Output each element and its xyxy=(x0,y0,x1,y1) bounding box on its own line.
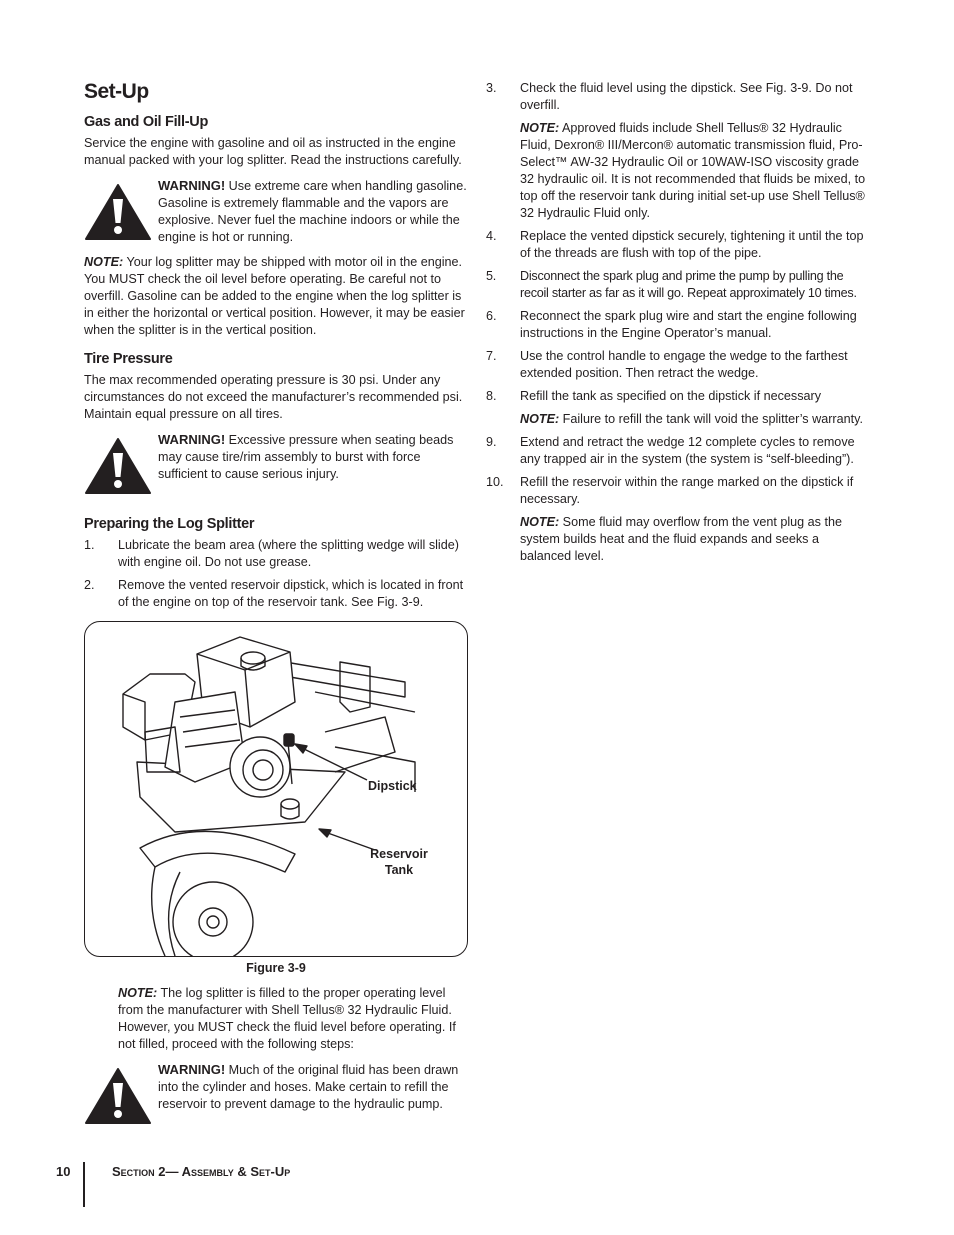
page-footer xyxy=(56,1160,456,1208)
step-text: Lubricate the beam area (where the splitting wedge will slide) with engine oil. Do not use grease. xyxy=(118,538,459,569)
fluid-note xyxy=(84,985,468,1053)
list-item xyxy=(486,80,872,114)
step-number: 1. xyxy=(84,538,95,552)
dipstick-label: Dipstick xyxy=(368,779,417,793)
reservoir-tank-label xyxy=(368,846,430,878)
step-text: Replace the vented dipstick securely, tightening it until the top of the threads are flush with top of the pipe. xyxy=(520,229,864,260)
oil-note xyxy=(84,254,468,339)
prep-steps xyxy=(84,537,468,611)
step-text: Extend and retract the wedge 12 complete cycles to remove any trapped air in the system (the system is “self-bleeding”). xyxy=(520,435,855,466)
warning-text xyxy=(158,431,468,500)
warning-text xyxy=(158,1061,468,1130)
step-note xyxy=(486,120,872,222)
step-text: Use the control handle to engage the wedge to the farthest extended position. Then retract the wedge. xyxy=(520,349,848,380)
warning-body: Use extreme care when handling gasoline. Gasoline is extremely flammable and the vapors are explosive. Never fuel the machine indoors or while the engine is hot or running. xyxy=(158,179,467,244)
list-item xyxy=(486,474,872,508)
page-number: 10 xyxy=(56,1164,71,1179)
warning-triangle-icon xyxy=(84,177,154,246)
list-item xyxy=(84,577,468,611)
gas-oil-body: Service the engine with gasoline and oil as instructed in the engine manual packed with your log splitter. Read the instructions carefully. xyxy=(84,136,462,167)
figure-3-9 xyxy=(84,621,468,957)
step-text: Remove the vented reservoir dipstick, which is located in front of the engine on top of the reservoir tank. See Fig. 3-9. xyxy=(118,578,464,609)
list-item xyxy=(84,537,468,571)
warning-label: WARNING! xyxy=(158,432,226,447)
footer-divider xyxy=(83,1162,85,1207)
hydraulic-warning xyxy=(84,1061,468,1130)
step-text: Refill the tank as specified on the dipstick if necessary xyxy=(520,389,822,403)
list-item xyxy=(486,388,872,405)
warning-label: WARNING! xyxy=(158,1062,226,1077)
tire-warning xyxy=(84,431,468,500)
note-body: Some fluid may overflow from the vent plug as the system builds heat and the fluid expands and seeks a balanced level. xyxy=(520,515,842,563)
list-item xyxy=(486,434,872,468)
list-item xyxy=(486,268,872,302)
gas-oil-heading: Gas and Oil Fill-Up xyxy=(84,114,209,130)
note-label: NOTE: xyxy=(520,515,560,529)
section-title: Section 2— Assembly & Set-Up xyxy=(112,1164,291,1179)
left-column xyxy=(84,80,468,1138)
note-label: NOTE: xyxy=(118,986,158,1000)
step-number: 7. xyxy=(486,349,497,363)
warning-body: Excessive pressure when seating beads may cause tire/rim assembly to burst with force sufficient to cause serious injury. xyxy=(158,433,454,481)
step-number: 3. xyxy=(486,81,497,95)
step-text: Disconnect the spark plug and prime the pump by pulling the recoil starter as far as it will go. Repeat approximately 10 times. xyxy=(520,269,857,300)
figure-caption: Figure 3-9 xyxy=(246,961,306,975)
step-number: 10. xyxy=(486,475,504,489)
step-number: 8. xyxy=(486,389,497,403)
note-body: Failure to refill the tank will void the splitter’s warranty. xyxy=(559,412,863,426)
fluid-steps-cont2 xyxy=(486,434,872,508)
step-text: Check the fluid level using the dipstick. See Fig. 3-9. Do not overfill. xyxy=(520,81,853,112)
reservoir-label-line: Reservoir xyxy=(370,847,428,861)
list-item xyxy=(486,348,872,382)
page-title: Set-Up xyxy=(84,80,149,103)
preparing-heading: Preparing the Log Splitter xyxy=(84,516,255,532)
note-label: NOTE: xyxy=(520,121,560,135)
step-text: Refill the reservoir within the range marked on the dipstick if necessary. xyxy=(520,475,854,506)
step-number: 2. xyxy=(84,578,95,592)
warning-triangle-icon xyxy=(84,431,154,500)
warning-triangle-icon xyxy=(84,1061,154,1130)
note-body: The log splitter is filled to the proper operating level from the manufacturer with Shell Tellus® 32 Hydraulic Fluid. However, you MUST check the fluid level before operating. If not filled, proceed with the following steps: xyxy=(118,986,456,1051)
tire-pressure-body: The max recommended operating pressure is 30 psi. Under any circumstances do not exceed the manufacturer’s recommended psi. Maintain equal pressure on all tires. xyxy=(84,373,463,421)
list-item xyxy=(486,228,872,262)
fluid-steps-cont xyxy=(486,228,872,405)
step-number: 4. xyxy=(486,229,497,243)
step-number: 6. xyxy=(486,309,497,323)
fluid-steps xyxy=(486,80,872,114)
note-label: NOTE: xyxy=(520,412,560,426)
step-number: 5. xyxy=(486,269,497,283)
note-body: Your log splitter may be shipped with motor oil in the engine. You MUST check the oil level before operating. Be careful not to overfill. Gasoline can be added to the engine when the log splitter is in either the horizontal or vertical position. However, it may be easier when the splitter is in the vertical position. xyxy=(84,255,465,337)
warning-text xyxy=(158,177,468,246)
note-label: NOTE: xyxy=(84,255,124,269)
step-text: Reconnect the spark plug wire and start the engine following instructions in the Engine Operator’s manual. xyxy=(520,309,857,340)
step-note xyxy=(486,514,872,565)
tank-label-line: Tank xyxy=(384,863,414,877)
list-item xyxy=(486,308,872,342)
warning-label: WARNING! xyxy=(158,178,226,193)
warning-body: Much of the original fluid has been drawn into the cylinder and hoses. Make certain to refill the reservoir to prevent damage to the hydraulic pump. xyxy=(158,1063,459,1111)
tire-pressure-heading: Tire Pressure xyxy=(84,351,173,367)
step-number: 9. xyxy=(486,435,497,449)
gasoline-warning xyxy=(84,177,468,246)
step-note xyxy=(486,411,872,428)
right-column xyxy=(486,80,872,571)
note-body: Approved fluids include Shell Tellus® 32 Hydraulic Fluid, Dexron® III/Mercon® automatic transmission fluid, Pro-Select™ AW-32 Hydraulic Oil or 10WAW-ISO viscosity grade 32 hydraulic oil. It is not recommended that fluids be mixed, to top off the reservoir tank during initial set-up use Shell Tellus® 32 Hydraulic Fluid only. xyxy=(520,121,866,220)
